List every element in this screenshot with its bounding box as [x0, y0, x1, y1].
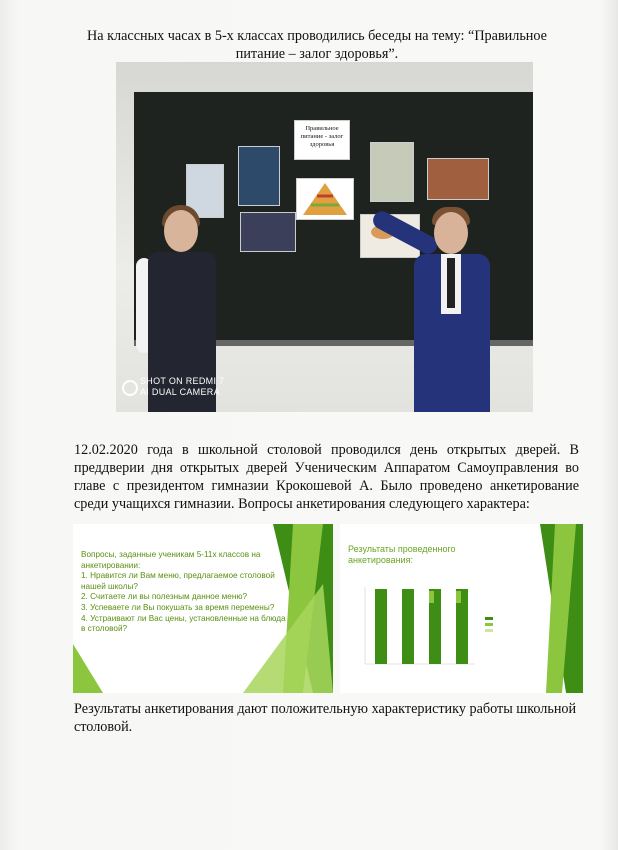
legend-swatch-3: [485, 629, 493, 632]
camera-watermark: [140, 376, 224, 398]
question-4: 4. Устраивают ли Вас цены, установленные на блюда в столовой?: [81, 613, 286, 634]
classroom-photo: [116, 62, 533, 412]
boy-face: [434, 212, 468, 254]
bar-accent-3: [429, 591, 434, 603]
boy-tie: [447, 258, 455, 308]
bar-accent-4: [456, 591, 461, 603]
results-bar-chart: [345, 579, 545, 689]
poster-food-chart: [238, 146, 280, 206]
questions-slide: [73, 524, 333, 693]
watermark-line2: AI DUAL CAMERA: [140, 387, 220, 397]
watermark-line1: SHOT ON REDMI 7: [140, 376, 225, 386]
camera-icon: [122, 380, 138, 396]
question-2: 2. Считаете ли вы полезным данное меню?: [81, 592, 248, 602]
poster-foods-grid: [240, 212, 296, 252]
top-caption: На классных часах в 5-х классах проводились беседы на тему: “Правильное питание – залог здоровья”.: [87, 28, 547, 62]
conclusion-paragraph: Результаты анкетирования дают положительную характеристику работы школьной столовой.: [74, 701, 577, 735]
questions-list: [81, 550, 286, 635]
results-title: Результаты проведенного анкетирования:: [348, 544, 456, 565]
results-slide: [340, 524, 583, 693]
girl-face: [164, 210, 198, 252]
question-1: 1. Нравится ли Вам меню, предлагаемое столовой нашей школы?: [81, 571, 275, 591]
main-paragraph: 12.02.2020 года в школьной столовой проводился день открытых дверей. В преддверии дня открытых дверей Ученическим Аппаратом Самоуправления во главе с президентом гимназии Крокошевой А. Было проведено анкетирование среди учащихся гимназии. Вопросы анкетирования следующего характера:: [74, 442, 579, 512]
poster-fast-food: [427, 158, 489, 200]
bar-question-1: [375, 589, 387, 664]
questions-title: Вопросы, заданные ученикам 5-11х классов на анкетировании:: [81, 550, 261, 570]
question-3: 3. Успеваете ли Вы покушать за время перемены?: [81, 602, 275, 612]
pyramid-icon: [297, 179, 353, 219]
poster-drinks: [370, 142, 414, 202]
legend-swatch-1: [485, 617, 493, 620]
poster-title-card: Правильное питание - залог здоровья: [294, 120, 350, 160]
legend-swatch-2: [485, 623, 493, 626]
poster-pyramid: [296, 178, 354, 220]
bar-question-2: [402, 589, 414, 664]
